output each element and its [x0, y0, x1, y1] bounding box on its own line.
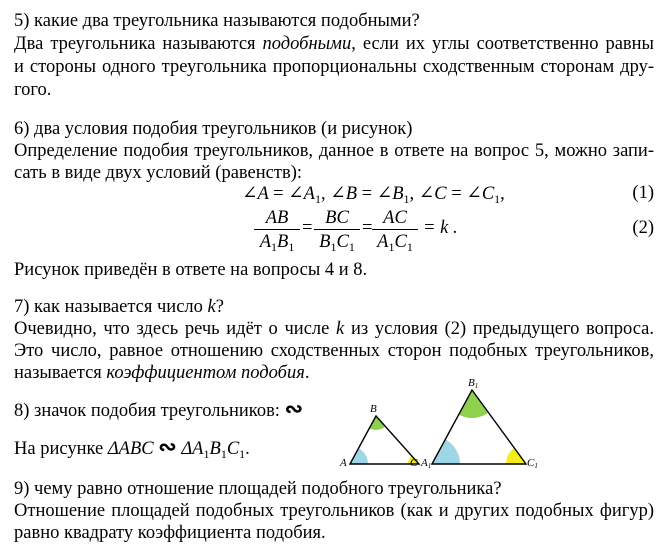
q9-heading: 9) чему равно отношение площадей подобного треугольника? — [14, 479, 502, 499]
equation-1-number: (1) — [632, 183, 654, 203]
similar-triangles-figure — [336, 376, 566, 471]
q7-line3: называется коэффициентом подобия. — [14, 363, 310, 383]
q5-line2: и стороны одного треугольника пропорциональны сходственным сторонам дру- — [14, 57, 654, 77]
label-large-a: A1 — [421, 457, 432, 470]
q5-line3: гого. — [14, 80, 52, 100]
large-angle-c — [506, 444, 546, 471]
q5-line1: Два треугольника называются подобными, если их углы соответственно равны — [14, 34, 654, 54]
equals-sign: = — [302, 218, 313, 238]
q6-line3: Рисунок приведён в ответе на вопросы 4 и 8. — [14, 260, 368, 280]
similarity-symbol: ∾ — [284, 396, 304, 421]
equation-2-tail: = k . — [423, 218, 458, 238]
q8-figure-caption: На рисунке ΔABC ∾ $\Delta A_1B_1C_1$. — [14, 434, 250, 461]
q9-line1: Отношение площадей подобных треугольников (как и других подобных фигур) — [14, 501, 654, 521]
equation-1: ∠A = $\angle A_1$, ∠B = $\angle B_1$, ∠C = $\angle C_1$, — [242, 184, 505, 206]
q9-line2: равно квадрату коэффициента подобия. — [14, 523, 326, 543]
label-small-b: B — [370, 403, 377, 415]
fraction-ac: $\frac{AC}{A_1C_1}$ — [372, 207, 418, 259]
q8-heading: 8) значок подобия треугольников: ∾ — [14, 396, 304, 421]
q5-heading: 5) какие два треугольника называются подобными? — [14, 11, 420, 31]
equation-2-number: (2) — [632, 218, 654, 238]
label-large-b: B1 — [468, 377, 479, 390]
q7-heading: 7) как называется число k? — [14, 297, 224, 317]
q7-line2: Это число, равное отношению сходственных сторон подобных треугольников, — [14, 341, 654, 361]
equals-sign: = — [362, 218, 373, 238]
fraction-bc: $\frac{BC}{B_1C_1}$ — [314, 207, 360, 259]
label-small-a: A — [340, 457, 347, 469]
q7-line1: Очевидно, что здесь речь идёт о числе k из условия (2) предыдущего вопроса. — [14, 319, 654, 339]
q6-line2: сать в виде двух условий (равенств): — [14, 163, 302, 183]
label-large-c: C1 — [527, 457, 538, 470]
fraction-ab: $\frac{AB}{A_1B_1}$ — [254, 207, 300, 259]
q6-heading: 6) два условия подобия треугольников (и рисунок) — [14, 119, 413, 139]
label-small-c: C — [410, 457, 418, 469]
q6-line1: Определение подобия треугольников, данное в ответе на вопрос 5, можно запи- — [14, 141, 654, 161]
